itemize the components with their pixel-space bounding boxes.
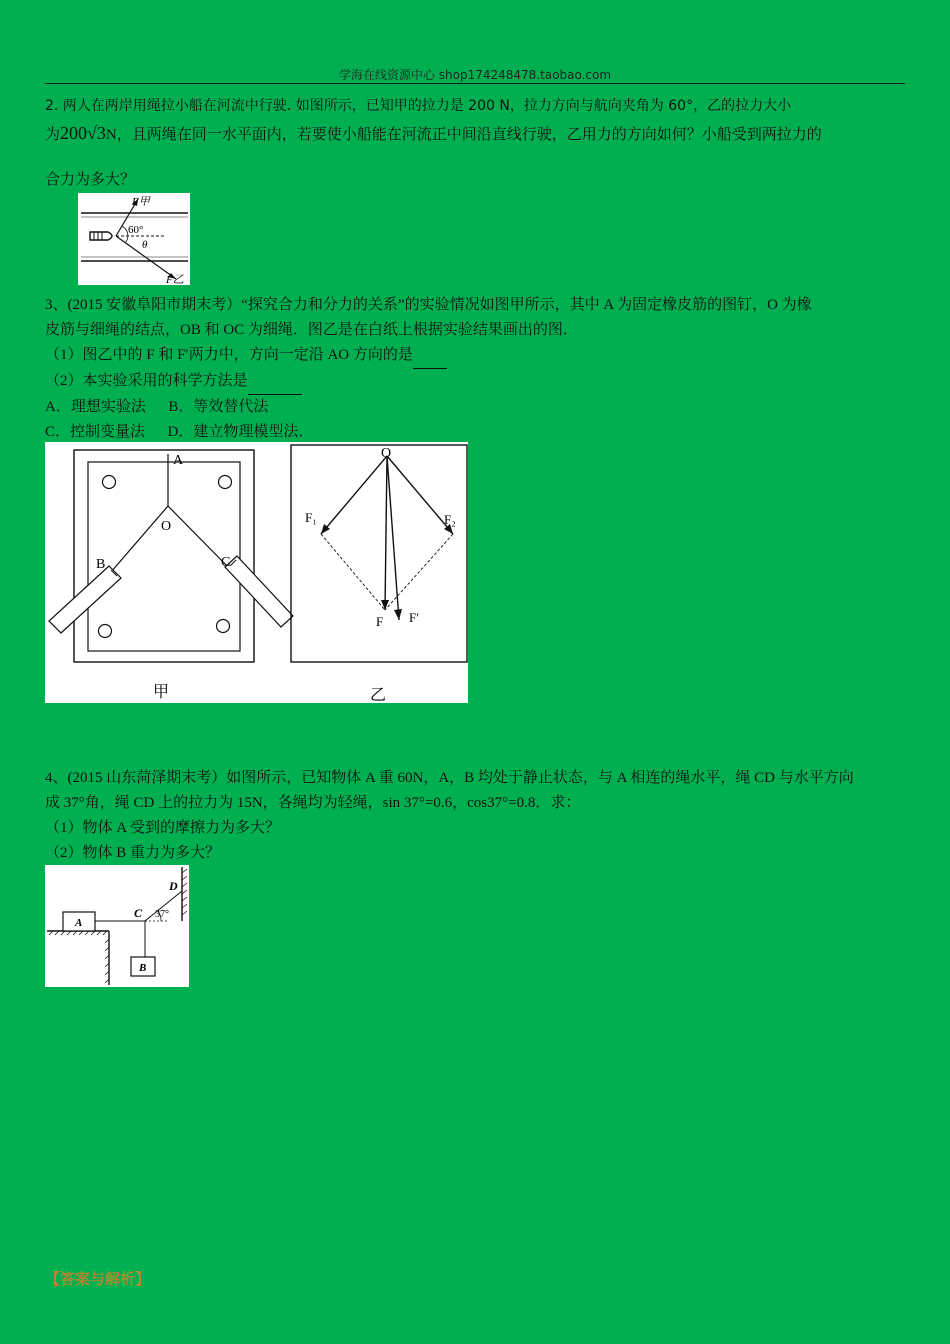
page-header: 学海在线资源中心 shop174248478.taobao.com — [338, 68, 612, 82]
label-f-jia: F甲 — [132, 196, 150, 208]
label-yi: 乙 — [370, 685, 387, 703]
q3-options-row1: A．理想实验法 B．等效替代法 — [45, 399, 269, 415]
label-d: D — [169, 879, 178, 893]
boat-icon — [90, 232, 112, 240]
experiment-figure — [45, 442, 468, 703]
question-2 — [45, 94, 907, 193]
label-60-degrees: 60° — [128, 224, 144, 236]
q2-line2: 为200√3N，且两绳在同一水平面内，若要使小船能在河流正中间沿直线行驶，乙用力的方向如何？小船受到两拉力的 — [45, 123, 822, 143]
label-a: A — [173, 453, 184, 468]
label-b: B — [96, 557, 106, 572]
q3-sub1: （1）图乙中的 F 和 F′两力中，方向一定沿 AO 方向的是 — [45, 343, 907, 369]
q2-force-value: 200√3 — [60, 123, 106, 143]
label-f-yi: F乙 — [166, 274, 184, 285]
label-a: A — [75, 917, 83, 929]
question-4: 4、(2015 山东菏泽期末考）如图所示，已知物体 A 重 60N，A，B 均处于静止状态，与 A 相连的绳水平，绳 CD 与水平方向 成 37°角，绳 CD 上的拉力为 15N，各绳均为轻绳，sin 37°=0.6，cos37°=0.8．求： （1）物体 A 受到的摩擦力为多大？ （2）物体 B 重力为多大？ — [45, 766, 907, 866]
question-3: 3、(2015 安徽阜阳市期末考）“探究合力和分力的关系”的实验情况如图甲所示，其中 A 为固定橡皮筋的图钉，O 为橡 皮筋与细绳的结点，OB 和 OC 为细绳．图乙是在白纸上根据实验结果画出的图． （1）图乙中的 F 和 F′两力中，方向一定沿 AO 方向的是 （2）本实验采用的科学方法是 A．理想实验法 B．等效替代法 C．控制变量法 D．建立物理模型法． — [45, 293, 907, 445]
q4-sub1: （1）物体 A 受到的摩擦力为多大？ — [45, 820, 281, 836]
q2-line1: 2. 两人在两岸用绳拉小船在河流中行驶. 如图所示，已知甲的拉力是 200 N，拉力方向与航向夹角为 60°，乙的拉力大小 — [45, 98, 792, 114]
label-f1: F₁ — [305, 510, 317, 525]
block-figure — [45, 865, 189, 987]
label-f2: F₂ — [444, 512, 456, 527]
q3-options-row2: C．控制变量法 D．建立物理模型法． — [45, 424, 314, 440]
label-jia: 甲 — [153, 682, 170, 701]
answer-heading: 【答案与解析】 — [45, 1272, 151, 1288]
answer-blank[interactable] — [248, 369, 302, 395]
label-b: B — [139, 962, 147, 974]
label-f-prime: F′ — [409, 610, 420, 625]
label-37-degrees: 37° — [155, 909, 169, 920]
label-o: O — [161, 519, 172, 534]
answer-blank[interactable] — [413, 343, 447, 369]
label-f: F — [376, 614, 384, 629]
q3-sub2: （2）本实验采用的科学方法是 — [45, 369, 907, 395]
boat-figure — [78, 193, 190, 285]
header-divider — [45, 83, 905, 84]
label-o2: O — [381, 446, 392, 461]
spring-scale-c — [225, 556, 293, 627]
label-theta: θ — [142, 239, 148, 251]
q4-sub2: （2）物体 B 重力为多大？ — [45, 845, 221, 861]
label-c: C — [221, 555, 231, 570]
q2-line3: 合力为多大？ — [45, 172, 136, 188]
spring-scale-b — [49, 566, 121, 633]
label-c: C — [134, 906, 143, 920]
